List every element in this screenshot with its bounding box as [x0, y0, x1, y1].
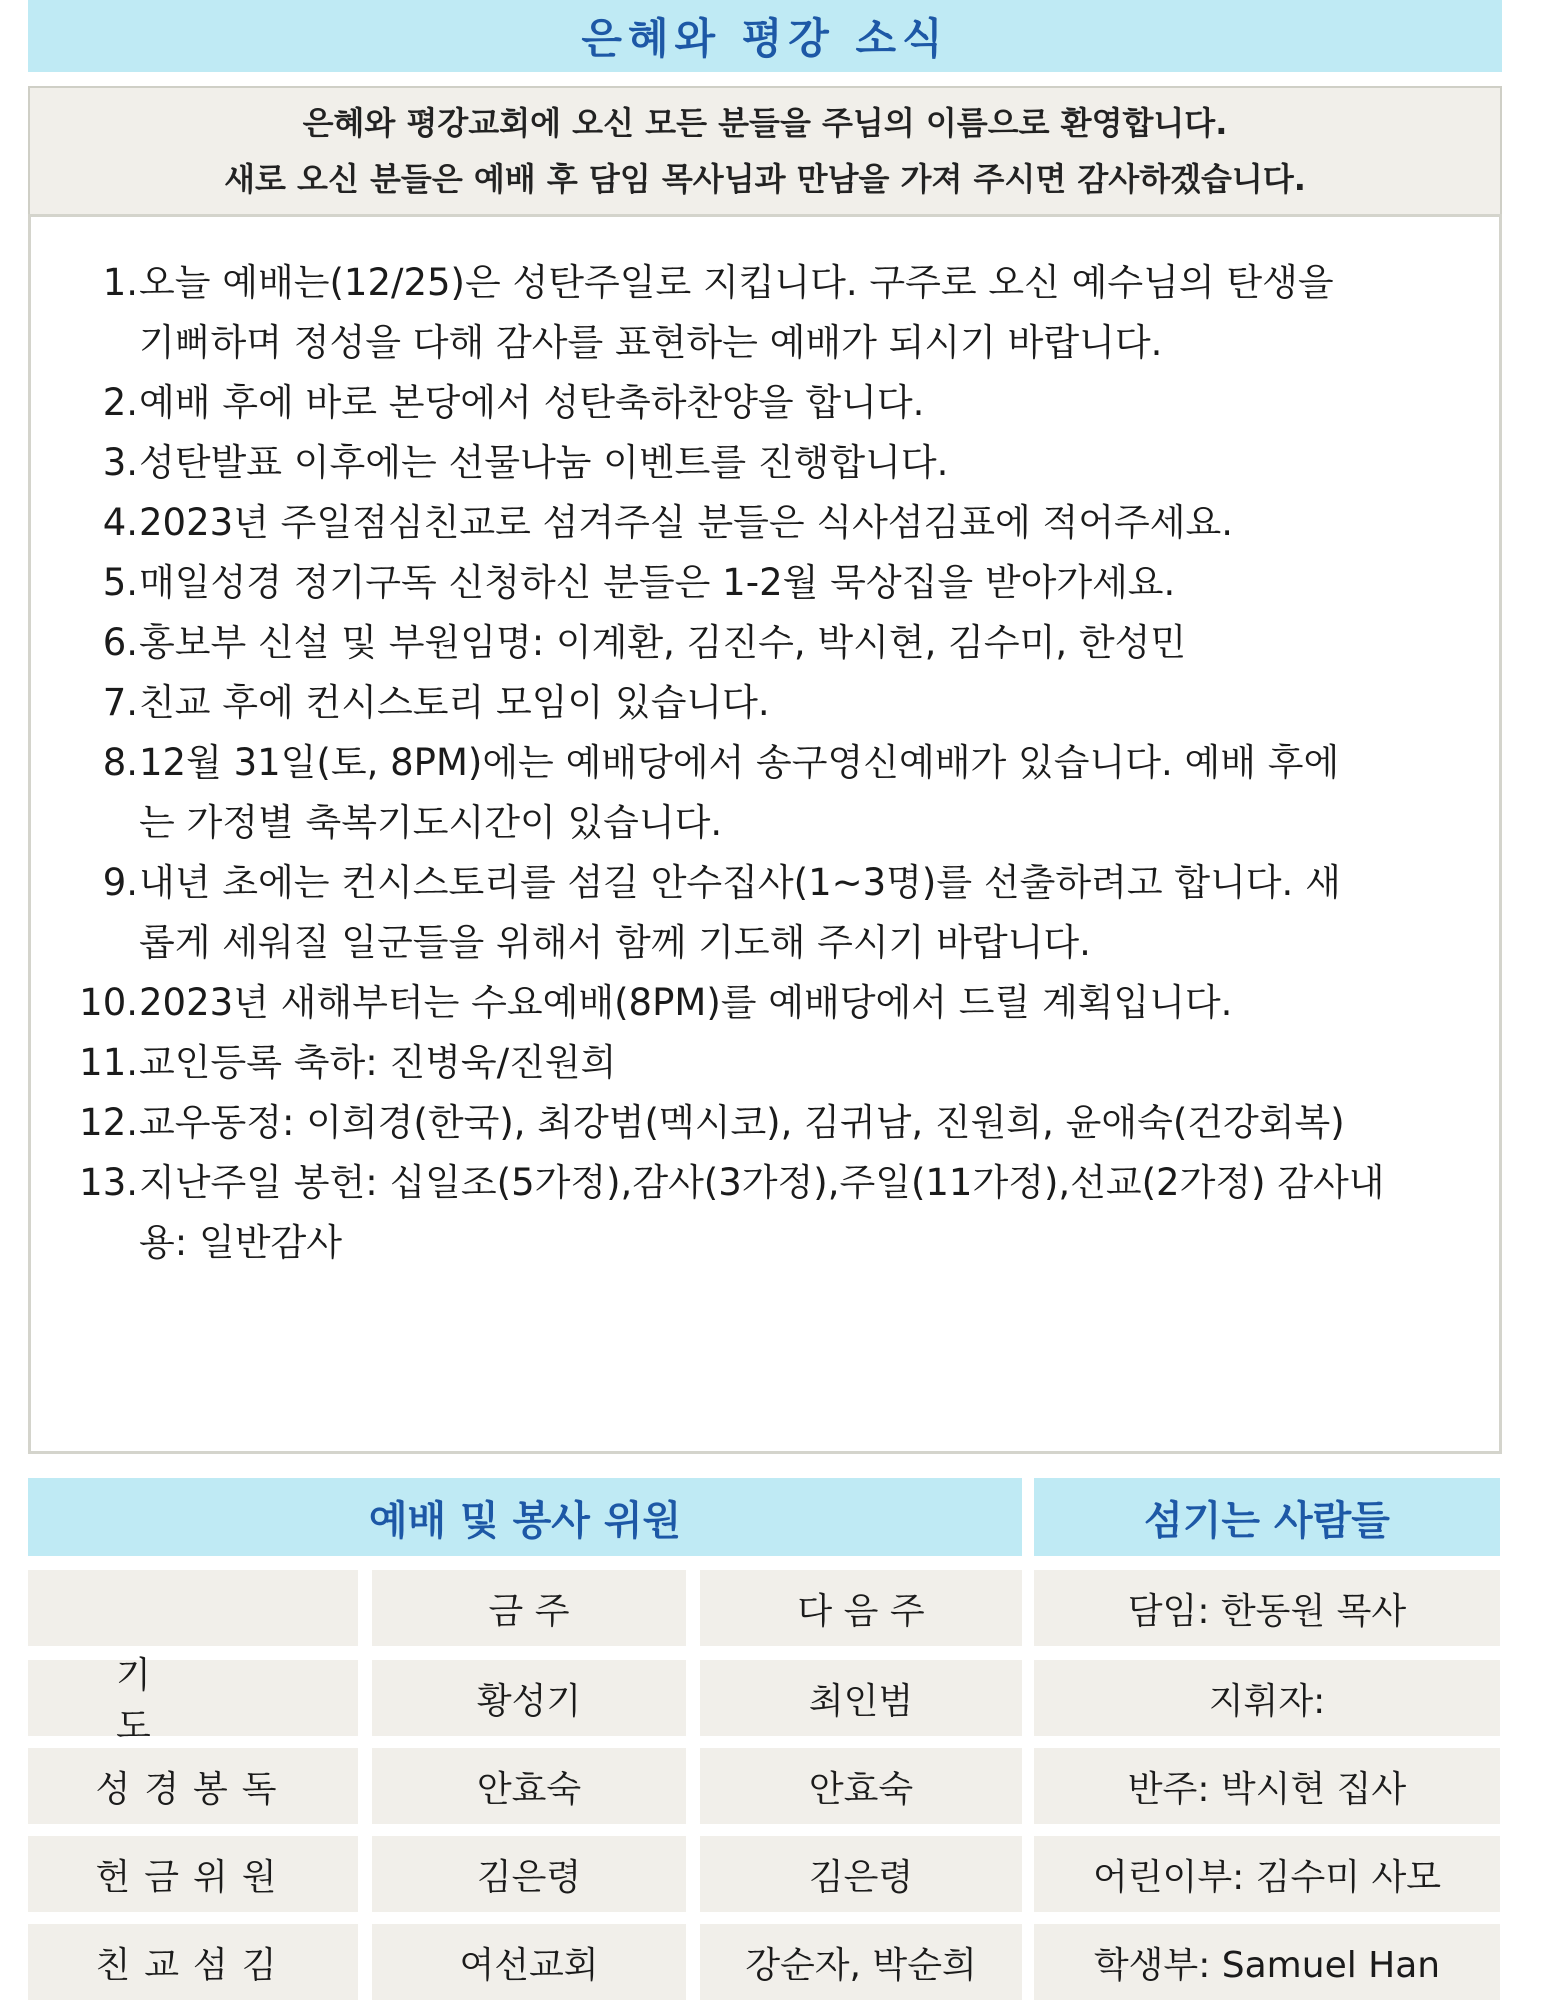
- servant-item-text: 지휘자:: [1208, 1680, 1326, 1722]
- news-item-number: 7.: [102, 681, 138, 724]
- news-item: [31, 433, 1491, 493]
- worship-title: 예배 및 봉사 위원: [368, 1497, 682, 1544]
- this-week-cell-text: 김은령: [476, 1856, 582, 1898]
- role-label: [28, 1924, 358, 2000]
- news-item-text: 내년 초에는 컨시스토리를 섬길 안수집사(1~3명)를 선출하려고 합니다. 새: [139, 861, 1341, 904]
- news-item-text: 12월 31일(토, 8PM)에는 예배당에서 송구영신예배가 있습니다. 예배 후에: [139, 741, 1340, 784]
- servant-item: [1034, 1836, 1500, 1912]
- next-week-cell: [700, 1836, 1022, 1912]
- news-item-text: 지난주일 봉헌: 십일조(5가정),감사(3가정),주일(11가정),선교(2가정) 감사내: [139, 1161, 1385, 1204]
- news-item-text: 오늘 예배는(12/25)은 성탄주일로 지킵니다. 구주로 오신 예수님의 탄생을: [139, 261, 1334, 304]
- news-item-number: 5.: [102, 561, 138, 604]
- servant-item: [1034, 1570, 1500, 1646]
- news-item: [31, 973, 1491, 1033]
- welcome-box: [28, 86, 1502, 216]
- news-item-text: 교우동정: 이희경(한국), 최강범(멕시코), 김귀남, 진원희, 윤애숙(건강회복): [139, 1101, 1345, 1144]
- news-item-text: 매일성경 정기구독 신청하신 분들은 1-2월 묵상집을 받아가세요.: [139, 561, 1176, 604]
- servants-title: 섬기는 사람들: [1144, 1497, 1390, 1544]
- welcome-line-2: 새로 오신 분들은 예배 후 담임 목사님과 만남을 가져 주시면 감사하겠습니다.: [224, 160, 1306, 198]
- role-label-text: 헌금위원: [95, 1856, 291, 1898]
- news-item-text: 교인등록 축하: 진병욱/진원희: [139, 1041, 617, 1084]
- next-week-cell: [700, 1924, 1022, 2000]
- news-item-text: 는 가정별 축복기도시간이 있습니다.: [139, 801, 723, 844]
- role-label: [28, 1748, 358, 1824]
- news-item-number: 8.: [102, 741, 138, 784]
- welcome-line-1: 은혜와 평강교회에 오신 모든 분들을 주님의 이름으로 환영합니다.: [302, 104, 1228, 142]
- next-week-cell-text: 김은령: [808, 1856, 914, 1898]
- worship-header: [28, 1478, 1022, 1556]
- news-item-number: 9.: [102, 861, 138, 904]
- next-week-cell-text: 최인범: [808, 1680, 914, 1722]
- servant-item-text: 어린이부: 김수미 사모: [1093, 1856, 1441, 1898]
- news-title: 은혜와 평강 소식: [581, 14, 949, 63]
- role-label-text: 성경봉독: [95, 1768, 291, 1810]
- news-list: [31, 253, 1491, 1273]
- news-item-number: 4.: [102, 501, 138, 544]
- section-header-news: [28, 0, 1502, 72]
- news-item: [31, 1093, 1491, 1153]
- this-week-cell: [372, 1748, 686, 1824]
- servant-item-text: 담임: 한동원 목사: [1127, 1590, 1407, 1632]
- news-item: [31, 553, 1491, 613]
- next-week-cell-text: 안효숙: [808, 1768, 914, 1810]
- news-item: [31, 733, 1491, 853]
- news-item: [31, 1033, 1491, 1093]
- news-item-number: 1.: [102, 261, 138, 304]
- news-box: [28, 214, 1502, 1454]
- next-week-cell: [700, 1748, 1022, 1824]
- news-item-number: 11.: [79, 1041, 138, 1084]
- news-item: [31, 613, 1491, 673]
- news-item: [31, 853, 1491, 973]
- col-header-this-week: [372, 1570, 686, 1646]
- news-item-number: 12.: [79, 1101, 138, 1144]
- lower-section: [28, 1478, 1502, 2000]
- next-week-cell-text: 강순자, 박순희: [745, 1944, 977, 1986]
- news-item-number: 3.: [102, 441, 138, 484]
- servant-item: [1034, 1924, 1500, 2000]
- news-item: [31, 673, 1491, 733]
- role-label-text: 친교섬김: [95, 1944, 291, 1986]
- role-label-text: 기도: [116, 1655, 239, 1747]
- news-item-text: 2023년 새해부터는 수요예배(8PM)를 예배당에서 드릴 계획입니다.: [139, 981, 1233, 1024]
- news-item-number: 2.: [102, 381, 138, 424]
- news-item-text: 롭게 세워질 일군들을 위해서 함께 기도해 주시기 바랍니다.: [139, 921, 1091, 964]
- col-this-week-label: 금 주: [488, 1590, 570, 1632]
- corner-cell: [28, 1570, 358, 1646]
- role-label: [28, 1836, 358, 1912]
- this-week-cell: [372, 1924, 686, 2000]
- news-item: [31, 373, 1491, 433]
- news-item-text: 성탄발표 이후에는 선물나눔 이벤트를 진행합니다.: [139, 441, 949, 484]
- col-header-next-week: [700, 1570, 1022, 1646]
- servant-item: [1034, 1660, 1500, 1736]
- this-week-cell: [372, 1836, 686, 1912]
- news-item-text: 홍보부 신설 및 부원임명: 이계환, 김진수, 박시현, 김수미, 한성민: [139, 621, 1187, 664]
- this-week-cell: [372, 1660, 686, 1736]
- news-item-text: 기뻐하며 정성을 다해 감사를 표현하는 예배가 되시기 바랍니다.: [139, 321, 1163, 364]
- news-item-number: 13.: [79, 1161, 138, 1204]
- news-item: [31, 493, 1491, 553]
- servant-item: [1034, 1748, 1500, 1824]
- col-next-week-label: 다 음 주: [797, 1590, 925, 1632]
- news-item-text: 용: 일반감사: [139, 1221, 342, 1264]
- role-label: [28, 1655, 358, 1747]
- this-week-cell-text: 안효숙: [476, 1768, 582, 1810]
- this-week-cell-text: 여선교회: [459, 1944, 599, 1986]
- servant-item-text: 학생부: Samuel Han: [1093, 1944, 1441, 1986]
- news-item-text: 친교 후에 컨시스토리 모임이 있습니다.: [139, 681, 770, 724]
- news-item-text: 2023년 주일점심친교로 섬겨주실 분들은 식사섬김표에 적어주세요.: [139, 501, 1234, 544]
- next-week-cell: [700, 1660, 1022, 1736]
- this-week-cell-text: 황성기: [476, 1680, 582, 1722]
- news-item: [31, 253, 1491, 373]
- news-item-text: 예배 후에 바로 본당에서 성탄축하찬양을 합니다.: [139, 381, 925, 424]
- servants-header: [1034, 1478, 1500, 1556]
- servant-item-text: 반주: 박시현 집사: [1127, 1768, 1407, 1810]
- news-item: [31, 1153, 1491, 1273]
- news-item-number: 6.: [102, 621, 138, 664]
- news-item-number: 10.: [79, 981, 138, 1024]
